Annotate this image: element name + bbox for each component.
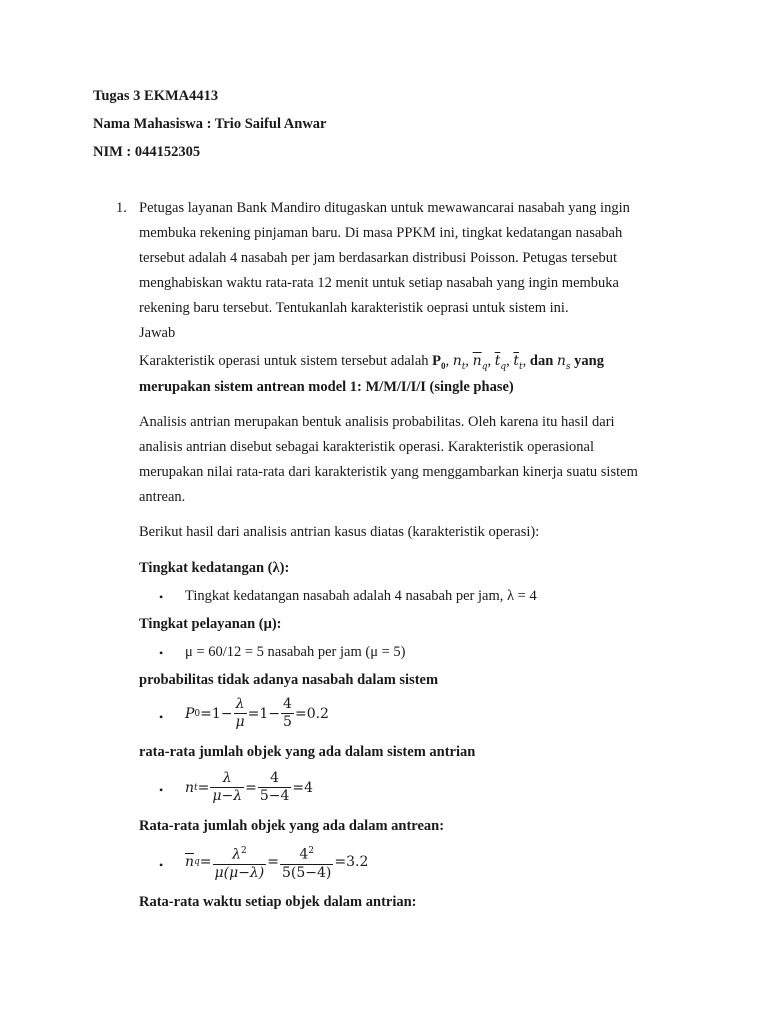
question-line: tersebut adalah 4 nasabah per jam berdasarkan distribusi Poisson. Petugas tersebut	[139, 250, 617, 266]
nt-formula: n t = $\frac{\lambda}{\mu-\lambda}$ = $\frac{4}{5-4}$ = 4	[185, 770, 314, 804]
nt-symbol: $n_t$	[452, 353, 466, 372]
p0-title: probabilitas tidak adanya nasabah dalam sistem	[139, 672, 439, 688]
analysis-line: merupakan nilai rata-rata dari karakteristik yang menggambarkan kinerja suatu sistem	[139, 464, 638, 480]
bullet-icon: •	[159, 783, 164, 797]
analysis-line: Analisis antrian merupakan bentuk analisis probabilitas. Oleh karena itu hasil dari	[139, 414, 615, 430]
arrival-rate-text: Tingkat kedatangan nasabah adalah 4 nasabah per jam, λ = 4	[185, 588, 537, 604]
p0-formula: P 0 = 1 − $\frac{\lambda}{\mu}$ = 1 − $\frac{4}{5}$ = 0.2	[185, 696, 329, 730]
arrival-rate-title: Tingkat kedatangan (λ):	[139, 560, 290, 576]
bullet-icon: •	[159, 590, 164, 604]
results-intro: Berikut hasil dari analisis antrian kasus diatas (karakteristik operasi):	[139, 524, 540, 540]
analysis-line: analisis antrian disebut sebagai karakteristik operasi. Karakteristik operasional	[139, 439, 594, 455]
nt-title: rata-rata jumlah objek yang ada dalam sistem antrian	[139, 744, 476, 760]
question-line: Petugas layanan Bank Mandiro ditugaskan untuk mewawancarai nasabah yang ingin	[139, 200, 630, 216]
ns-symbol: $n_s$	[556, 353, 571, 372]
answer-label: Jawab	[139, 325, 176, 341]
characteristics-line: Karakteristik operasi untuk sistem tersebut adalah $P_0$, $n_t$, $\overline{n}_q$, $\overline{t}_q$, $\overline{t}_t$, dan $n_s$ yang	[139, 353, 604, 372]
student-name: Nama Mahasiswa : Trio Saiful Anwar	[93, 116, 327, 132]
service-rate-text: μ = 60/12 = 5 nasabah per jam (μ = 5)	[185, 644, 406, 660]
analysis-line: antrean.	[139, 489, 186, 505]
yang-word: yang	[574, 353, 604, 369]
service-rate-title: Tingkat pelayanan (μ):	[139, 616, 282, 632]
question-number: 1.	[116, 200, 127, 216]
bullet-icon: •	[159, 646, 164, 660]
tt-symbol: $\overline{t}_t$	[513, 353, 523, 372]
dan-word: dan	[529, 353, 554, 369]
assignment-title: Tugas 3 EKMA4413	[93, 88, 219, 104]
student-id: NIM : 044152305	[93, 144, 201, 160]
nq-title: Rata-rata jumlah objek yang ada dalam antrean:	[139, 818, 445, 834]
question-line: membuka rekening pinjaman baru. Di masa PPKM ini, tingkat kedatangan nasabah	[139, 225, 623, 241]
nq-formula: $\overline{n}$ q = $\frac{\lambda^2}{\mu(\mu-\lambda)}$ = $\frac{4^2}{5(5-4)}$ = 3.2	[185, 843, 368, 882]
tq-title: Rata-rata waktu setiap objek dalam antrian:	[139, 894, 417, 910]
question-line: menghabiskan waktu rata-rata 12 menit untuk setiap nasabah yang ingin membuka	[139, 275, 619, 291]
tq-symbol: $\overline{t}_q$	[494, 353, 507, 372]
nq-symbol: $\overline{n}_q$	[472, 353, 488, 372]
bullet-icon: •	[159, 710, 164, 724]
model-line: merupakan sistem antrean model 1: M/M/I/I/I (single phase)	[139, 379, 514, 395]
characteristics-prefix: Karakteristik operasi untuk sistem tersebut adalah	[139, 353, 433, 369]
question-line: rekening baru tersebut. Tentukanlah karakteristik oeprasi untuk sistem ini.	[139, 300, 569, 316]
p0-symbol: $P_0$	[432, 353, 446, 371]
bullet-icon: •	[159, 858, 164, 872]
